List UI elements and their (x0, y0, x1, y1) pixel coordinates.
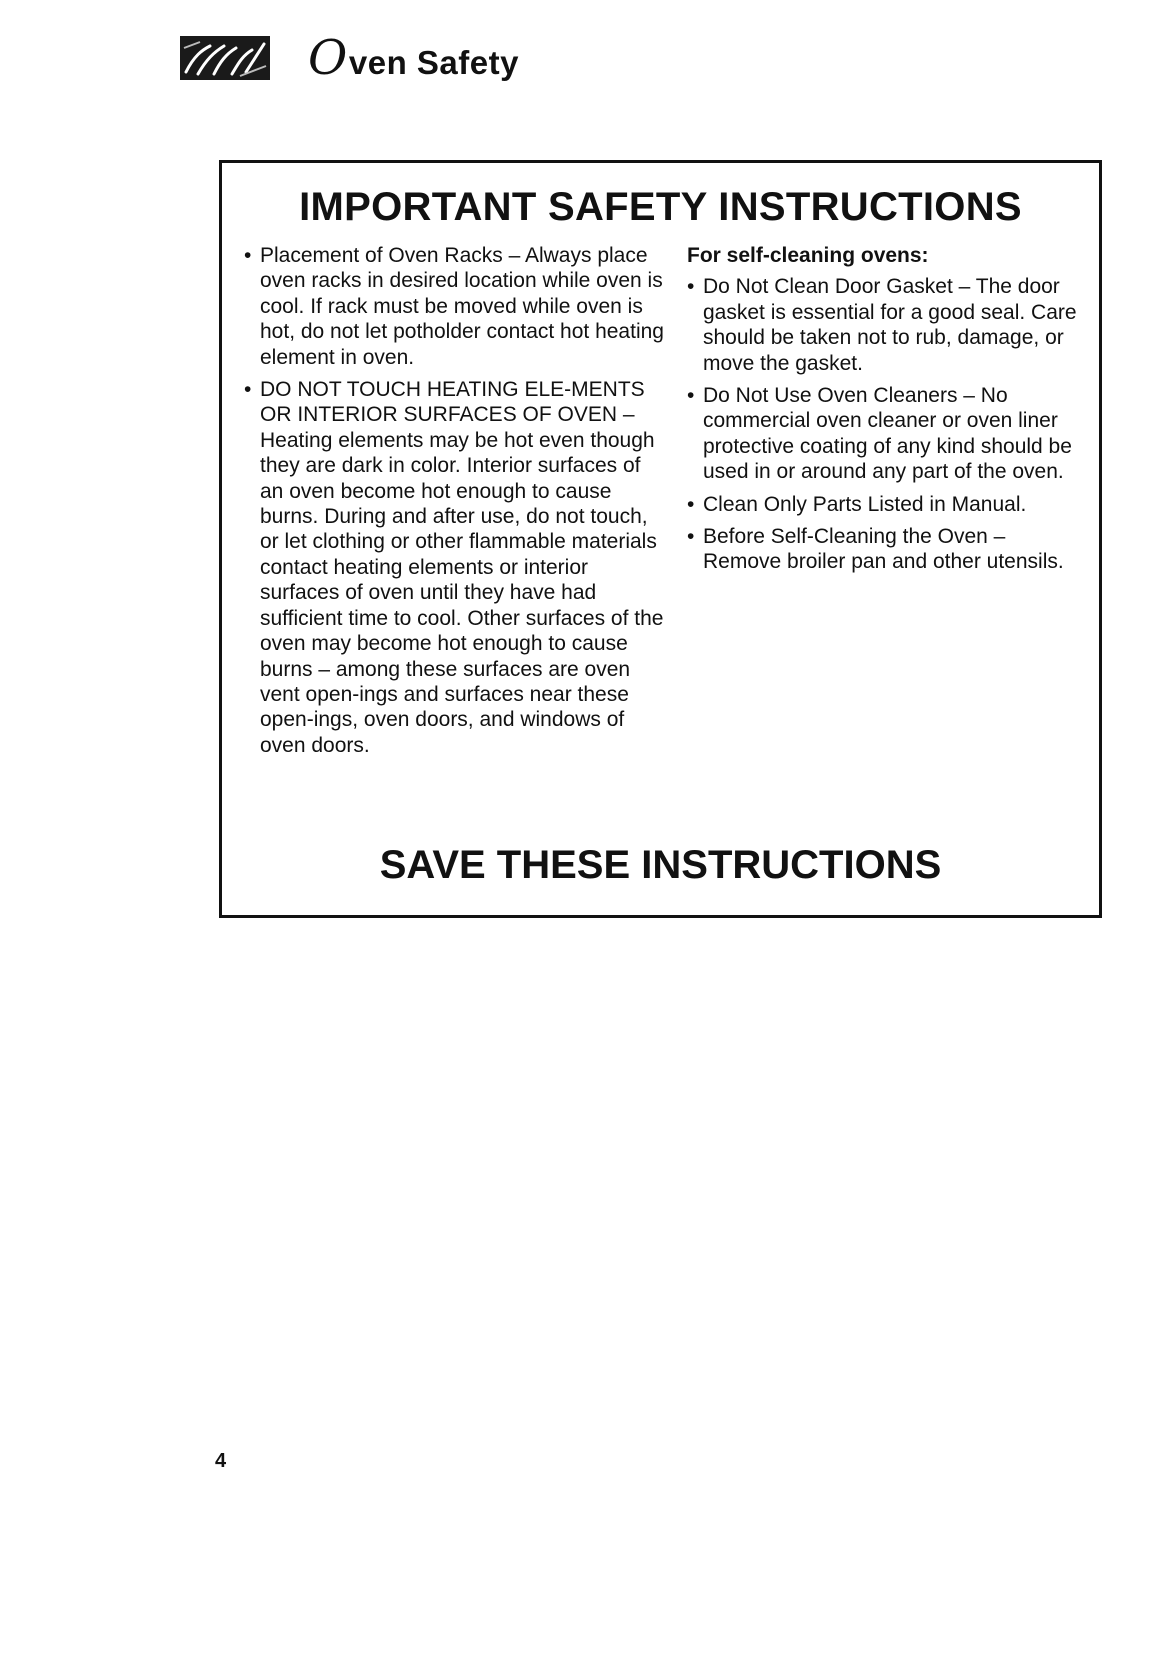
bullet-icon: • (687, 275, 695, 299)
bullet-icon: • (244, 244, 252, 267)
list-item (687, 274, 1087, 376)
bullet-icon: • (687, 525, 695, 549)
list-item (687, 383, 1087, 485)
list-item-text: Clean Only Parts Listed in Manual. (703, 492, 1027, 516)
list-item-text: Do Not Use Oven Cleaners – No commercial oven cleaner or oven liner protective coating of any kind should be used in or around any part of the oven. (703, 384, 1072, 484)
left-column (244, 243, 664, 765)
list-item (244, 377, 664, 758)
safety-instructions-box (219, 160, 1102, 918)
list-item (244, 243, 664, 370)
list-item-text: Do Not Clean Door Gasket – The door gasket is essential for a good seal. Care should be taken not to rub, damage, or move the gasket. (703, 275, 1077, 375)
important-safety-heading: IMPORTANT SAFETY INSTRUCTIONS (299, 185, 1022, 229)
self-cleaning-heading: For self-cleaning ovens: (687, 244, 929, 267)
bullet-icon: • (244, 378, 252, 402)
bullet-icon: • (687, 384, 695, 408)
right-column (687, 243, 1087, 582)
list-item-text: DO NOT TOUCH HEATING ELE-MENTS OR INTERIOR SURFACES OF OVEN – Heating elements may be hot even though they are dark in color. Interior surfaces of an oven become hot enough to cause burns. During and after use, do not touch, or let clothing or other flammable materials contact heating elements or interior surfaces of oven until they have had sufficient time to cool. Other surfaces of the oven may become hot enough to cause burns – among these surfaces are oven vent open-ings and surfaces near these open-ings, oven doors, and windows of oven doors. (260, 378, 664, 757)
brand-logo-icon (180, 36, 270, 80)
list-item-text: Placement of Oven Racks – Always place oven racks in desired location while oven is cool. If rack must be moved while oven is hot, do not let potholder contact hot heating element in oven. (260, 244, 664, 369)
section-title (308, 30, 519, 86)
page-number: 4 (215, 1450, 227, 1472)
list-item (687, 524, 1087, 575)
list-item (687, 492, 1087, 517)
section-title-rest: ven Safety (348, 44, 519, 81)
list-item-text: Before Self-Cleaning the Oven – Remove broiler pan and other utensils. (703, 525, 1064, 574)
save-instructions-heading: SAVE THESE INSTRUCTIONS (379, 843, 942, 887)
page-header (180, 28, 519, 88)
bullet-icon: • (687, 492, 695, 516)
section-title-initial: O (308, 30, 348, 86)
